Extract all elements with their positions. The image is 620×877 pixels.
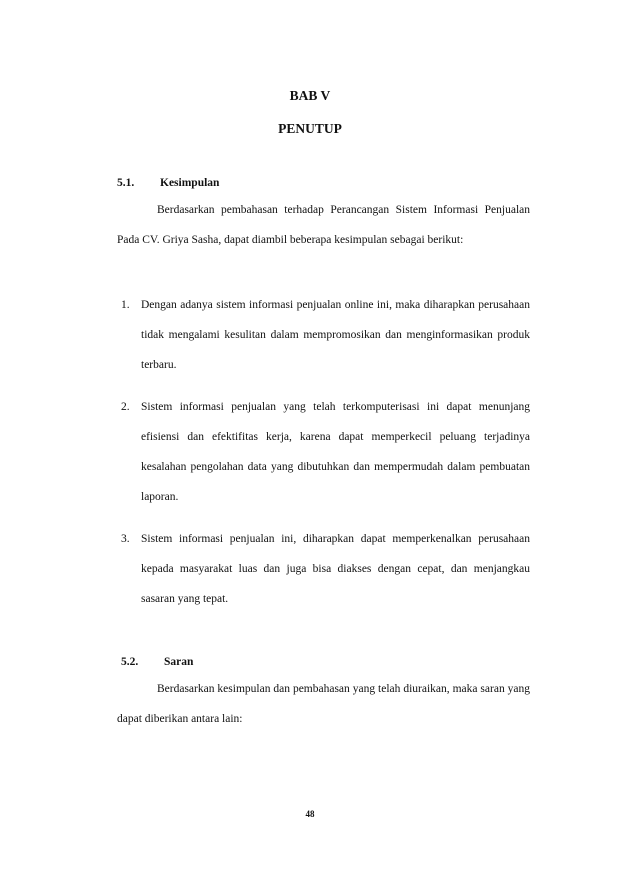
list-marker: 1.	[121, 299, 130, 311]
section-title: Saran	[164, 656, 194, 668]
chapter-title: PENUTUP	[278, 121, 342, 136]
section-intro-paragraph: Berdasarkan pembahasan terhadap Perancangan Sistem Informasi Penjualan Pada CV. Griya Sasha, dapat diambil beberapa kesimpulan sebagai berikut:	[117, 204, 530, 246]
chapter-heading: BAB V	[289, 88, 331, 103]
list-item-text: Dengan adanya sistem informasi penjualan online ini, maka diharapkan perusahaan tidak mengalami kesulitan dalam mempromosikan dan menginformasikan produk terbaru.	[141, 299, 530, 371]
conclusion-list	[117, 290, 530, 626]
section-intro-paragraph: Berdasarkan kesimpulan dan pembahasan yang telah diuraikan, maka saran yang dapat diberikan antara lain:	[117, 683, 530, 725]
list-item-text: Sistem informasi penjualan ini, diharapkan dapat memperkenalkan perusahaan kepada masyarakat luas dan juga bisa diakses dengan cepat, dan menjangkau sasaran yang tepat.	[141, 533, 530, 605]
list-item	[117, 392, 530, 512]
section-number: 5.2.	[121, 656, 139, 668]
list-marker: 3.	[121, 533, 130, 545]
list-item-text: Sistem informasi penjualan yang telah terkomputerisasi ini dapat menunjang efisiensi dan efektifitas kerja, karena dapat memperkecil peluang terjadinya kesalahan pengolahan data yang dibutuhkan dan mempermudah dalam pembuatan laporan.	[141, 401, 530, 503]
list-item	[117, 524, 530, 614]
list-item	[117, 290, 530, 380]
section-number: 5.1.	[117, 177, 135, 189]
section-title: Kesimpulan	[160, 177, 220, 189]
page-number: 48	[305, 809, 315, 819]
list-marker: 2.	[121, 401, 130, 413]
